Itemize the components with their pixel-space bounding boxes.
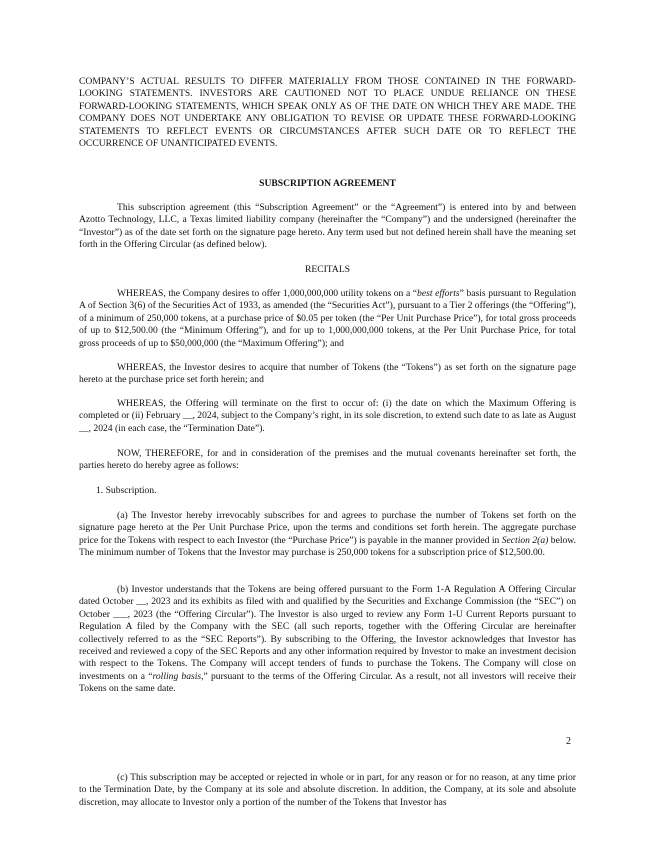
paragraph-a: (a) The Investor hereby irrevocably subscribes for and agrees to purchase the number of Tokens set forth on the signature page hereto at the Per Unit Purchase Price, upon the terms and conditions set forth herein. The aggregate purchase price for the Tokens with respect to each Investor (the “Purchase Price”) is payable in the manner provided in Section 2(a) below. The minimum number of Tokens that the Investor may purchase is 250,000 tokens for a subscription price of $12,500.00. [79,510,576,559]
now-therefore-paragraph: NOW, THEREFORE, for and in consideration of the premises and the mutual covenants hereinafter set forth, the parties hereto do hereby agree as follows: [79,448,576,472]
disclaimer-text: COMPANY’S ACTUAL RESULTS TO DIFFER MATERIALLY FROM THOSE CONTAINED IN THE FORWARD-LOOKING STATEMENTS. INVESTORS ARE CAUTIONED NOT TO PLACE UNDUE RELIANCE ON THESE FORWARD-LOOKING STATEMENTS, WHICH SPEAK ONLY AS OF THE DATE ON WHICH THEY ARE MADE. THE COMPANY DOES NOT UNDERTAKE ANY OBLIGATION TO REVISE OR UPDATE THESE FORWARD-LOOKING STATEMENTS TO REFLECT EVENTS OR CIRCUMSTANCES AFTER SUCH DATE OR TO REFLECT THE OCCURRENCE OF UNANTICIPATED EVENTS. [79,76,576,150]
intro-paragraph: This subscription agreement (this “Subscription Agreement” or the “Agreement”) is entered into by and between Azotto Technology, LLC, a Texas limited liability company (hereinafter the “Company”) and the undersigned (hereinafter the “Investor”) as of the date set forth on the signature page hereto. Any term used but not defined herein shall have the meaning set forth in the Offering Circular (as defined below). [79,202,576,251]
agreement-title: SUBSCRIPTION AGREEMENT [259,178,396,189]
paragraph-b: (b) Investor understands that the Tokens are being offered pursuant to the Form 1-A Regulation A Offering Circular dated October __, 2023 and its exhibits as filed with and qualified by the Securities and Exchange Commission (the “SEC”) on October ___, 2023 (the “Offering Circular”). The Investor is also urged to review any Form 1-U Current Reports pursuant to Regulation A filed by the Company with the SEC (all such reports, together with the Offering Circular are hereinafter collectively referred to as the “SEC Reports”). By subscribing to the Offering, the Investor acknowledges that Investor has received and reviewed a copy of the SEC Reports and any other information required by Investor to make an investment decision with respect to the Tokens. The Company will accept tenders of funds to purchase the Tokens. The Company will close on investments on a “rolling basis,” pursuant to the terms of the Offering Circular. As a result, not all investors will receive their Tokens on the same date. [79,584,577,695]
best-efforts-emphasis: best efforts [417,288,460,299]
section-2a-reference: Section 2(a) [501,534,549,546]
recitals-heading: RECITALS [304,264,351,275]
section-1-heading: 1. Subscription. [96,485,157,496]
rolling-basis-emphasis: rolling basis [152,670,202,682]
page-number: 2 [566,736,571,747]
paragraph-c: (c) This subscription may be accepted or rejected in whole or in part, for any reason or for no reason, at any time prior to the Termination Date, by the Company at its sole and absolute discretion. In addition, the Company, at its sole and absolute discretion, may allocate to Investor only a portion of the number of the Tokens that Investor has [79,772,576,808]
recital-investor: WHEREAS, the Investor desires to acquire that number of Tokens (the “Tokens”) as set forth on the signature page hereto at the purchase price set forth herein; and [79,362,576,386]
recital-offering: WHEREAS, the Company desires to offer 1,000,000,000 utility tokens on a “best efforts” basis pursuant to Regulation A of Section 3(6) of the Securities Act of 1933, as amended (the “Securities Act”), pursuant to a Tier 2 offerings (the “Offering”), of a minimum of 250,000 tokens, at a purchase price of $0.05 per token (the “Per Unit Purchase Price”), for total gross proceeds of up to $12,500.00 (the “Minimum Offering”), and for up to 1,000,000,000 tokens, at the Per Unit Purchase Price, for total gross proceeds of up to $50,000,000 (the “Maximum Offering”); and [79,288,576,349]
recital-termination: WHEREAS, the Offering will terminate on the first to occur of: (i) the date on which the Maximum Offering is completed or (ii) February __, 2024, subject to the Company’s right, in its sole discretion, to extend such date to as late as August __, 2024 (in each case, the “Termination Date”). [79,398,576,434]
